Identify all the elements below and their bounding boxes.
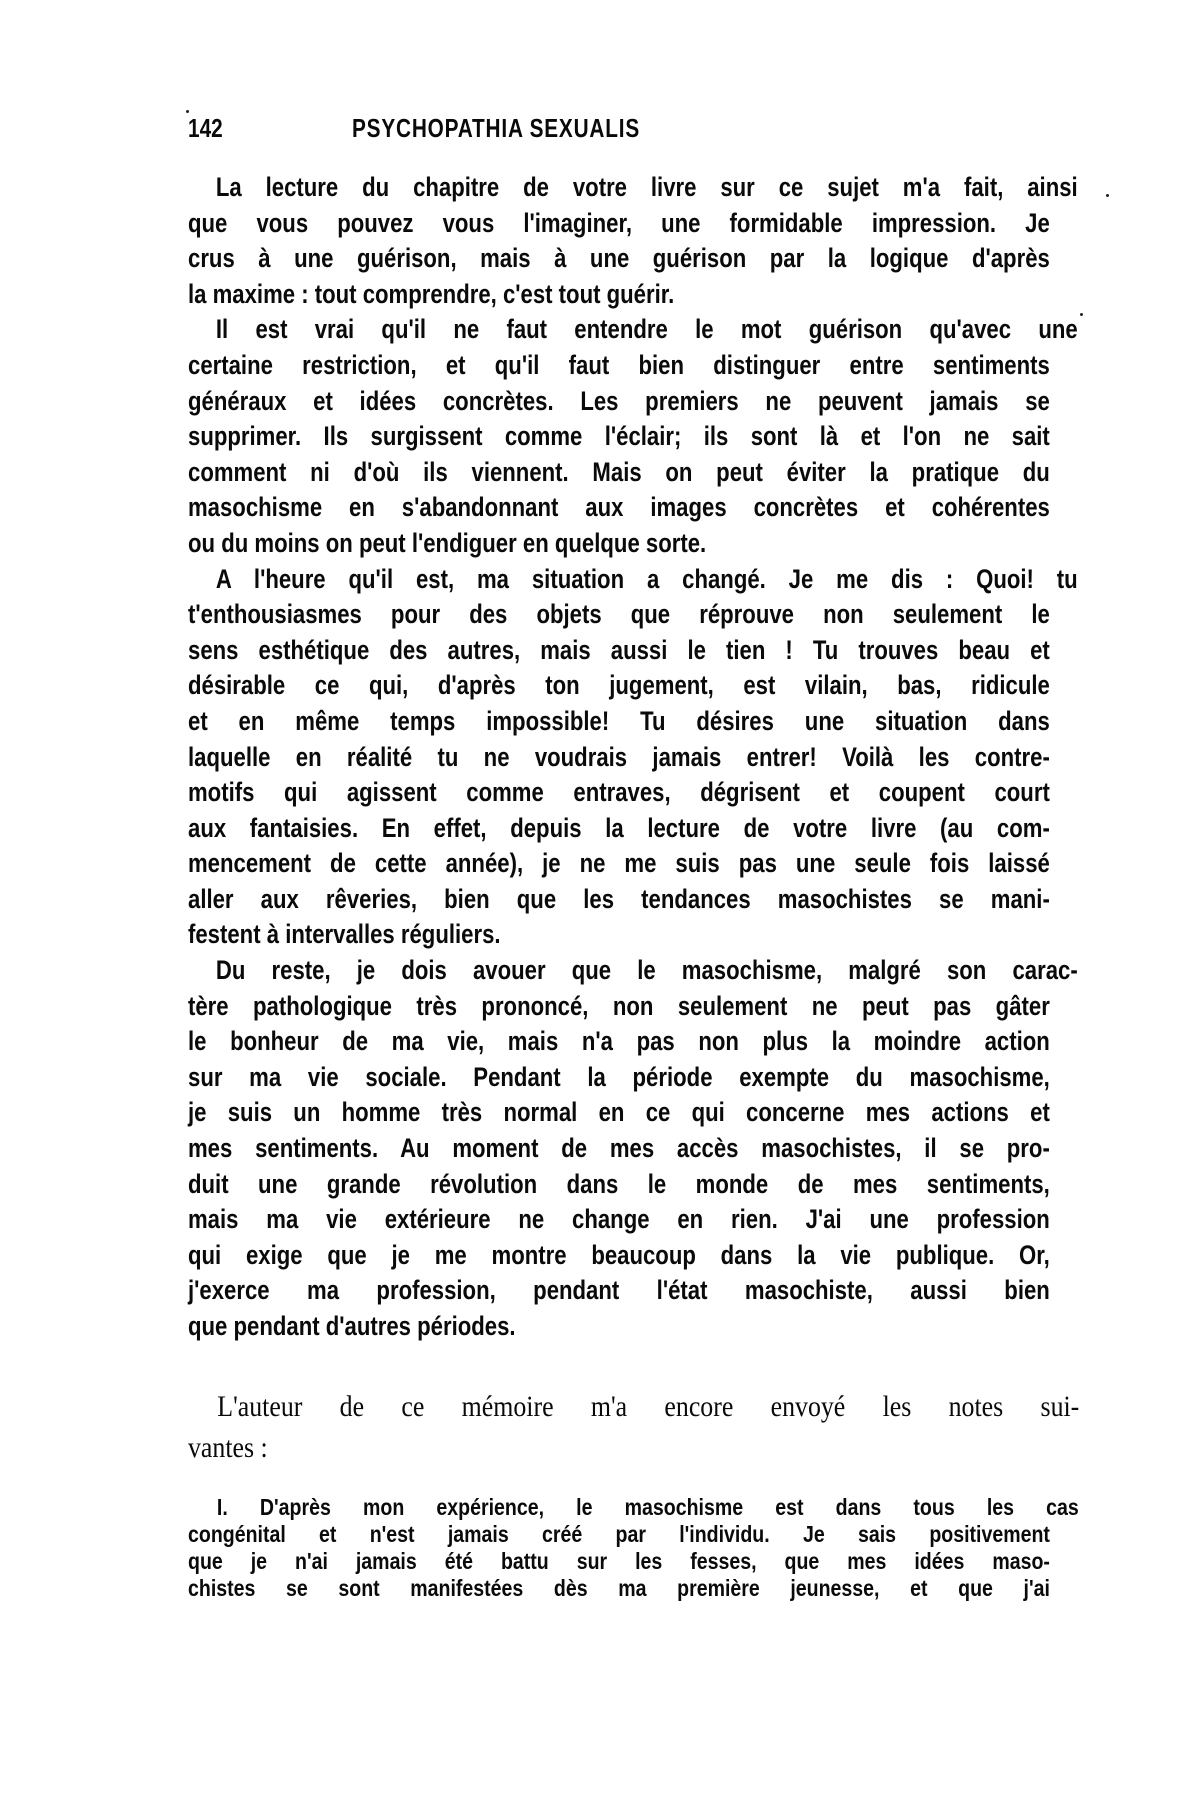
text-line: mes sentiments. Au moment de mes accès masochistes, il se pro- [188,1133,1050,1164]
text-line: congénital et n'est jamais créé par l'individu. Je sais positivement [188,1521,1050,1547]
text-line: qui exige que je me montre beaucoup dans la vie publique. Or, [188,1239,1050,1270]
scan-speck [1080,313,1083,316]
scan-speck [186,110,189,113]
text-line: sur ma vie sociale. Pendant la période exempte du masochisme, [188,1061,1050,1092]
text-line: que je n'ai jamais été battu sur les fesses, que mes idées maso- [188,1548,1050,1574]
text-line: vantes : [188,1431,268,1464]
text-line: aller aux rêveries, bien que les tendances masochistes se mani- [188,883,1050,914]
text-line: sens esthétique des autres, mais aussi le tien ! Tu trouves beau et [188,634,1050,665]
text-line: que vous pouvez vous l'imaginer, une formidable impression. Je [188,207,1050,238]
running-title: PSYCHOPATHIA SEXUALIS [351,113,640,143]
text-line: aux fantaisies. En effet, depuis la lecture de votre livre (au com- [188,812,1050,843]
main-text [188,170,1200,1345]
text-line: tère pathologique très prononcé, non seulement ne peut pas gâter [188,990,1050,1021]
scan-speck [1106,194,1109,197]
paragraph [188,1494,1200,1602]
text-line: masochisme en s'abandonnant aux images concrètes et cohérentes [188,492,1050,523]
text-line: mencement de cette année), je ne me suis pas une seule fois laissé [188,848,1050,879]
text-line: I. D'après mon expérience, le masochisme est dans tous les cas [216,1494,1079,1520]
notes-text [188,1494,1200,1602]
text-line: crus à une guérison, mais à une guérison par la logique d'après [188,243,1050,274]
text-line: supprimer. Ils surgissent comme l'éclair; ils sont là et l'on ne sait [188,421,1050,452]
text-line: certaine restriction, et qu'il faut bien distinguer entre sentiments [188,349,1050,380]
text-line: que pendant d'autres périodes. [188,1311,516,1341]
text-line: laquelle en réalité tu ne voudrais jamais entrer! Voilà les contre- [188,741,1050,772]
text-line: festent à intervalles réguliers. [188,919,501,950]
paragraph [188,953,1200,1345]
text-line: le bonheur de ma vie, mais n'a pas non plus la moindre action [188,1026,1050,1057]
text-line: A l'heure qu'il est, ma situation a changé. Je me dis : Quoi! tu [215,563,1078,594]
text-line: chistes se sont manifestées dès ma première jeunesse, et que j'ai [188,1575,1050,1601]
text-line: mais ma vie extérieure ne change en rien. J'ai une profession [188,1204,1050,1235]
text-line: j'exerce ma profession, pendant l'état masochiste, aussi bien [188,1275,1050,1306]
paragraph [188,562,1200,954]
text-line: je suis un homme très normal en ce qui concerne mes actions et [188,1097,1050,1128]
text-line: L'auteur de ce mémoire m'a encore envoyé les notes sui- [217,1390,1080,1423]
text-line: Il est vrai qu'il ne faut entendre le mot guérison qu'avec une [215,314,1078,345]
text-line: ou du moins on peut l'endiguer en quelque sorte. [188,527,707,558]
paragraph [188,170,1200,312]
text-line: généraux et idées concrètes. Les premiers ne peuvent jamais se [188,385,1050,416]
text-line: Du reste, je dois avouer que le masochisme, malgré son carac- [215,955,1078,986]
paragraph [188,312,1200,561]
text-line: motifs qui agissent comme entraves, dégrisent et coupent court [188,777,1050,808]
page-number: 142 [188,113,223,143]
text-line: et en même temps impossible! Tu désires une situation dans [188,705,1050,736]
text-line: La lecture du chapitre de votre livre sur ce sujet m'a fait, ainsi [215,172,1078,202]
text-line: duit une grande révolution dans le monde de mes sentiments, [188,1168,1050,1199]
text-line: comment ni d'où ils viennent. Mais on peut éviter la pratique du [188,456,1050,487]
text-line: désirable ce qui, d'après ton jugement, est vilain, bas, ridicule [188,670,1050,701]
text-line: t'enthousiasmes pour des objets que réprouve non seulement le [188,599,1050,630]
paragraph [188,1386,1200,1468]
text-line: la maxime : tout comprendre, c'est tout guérir. [188,278,675,309]
intro-paragraph [188,1386,1200,1468]
